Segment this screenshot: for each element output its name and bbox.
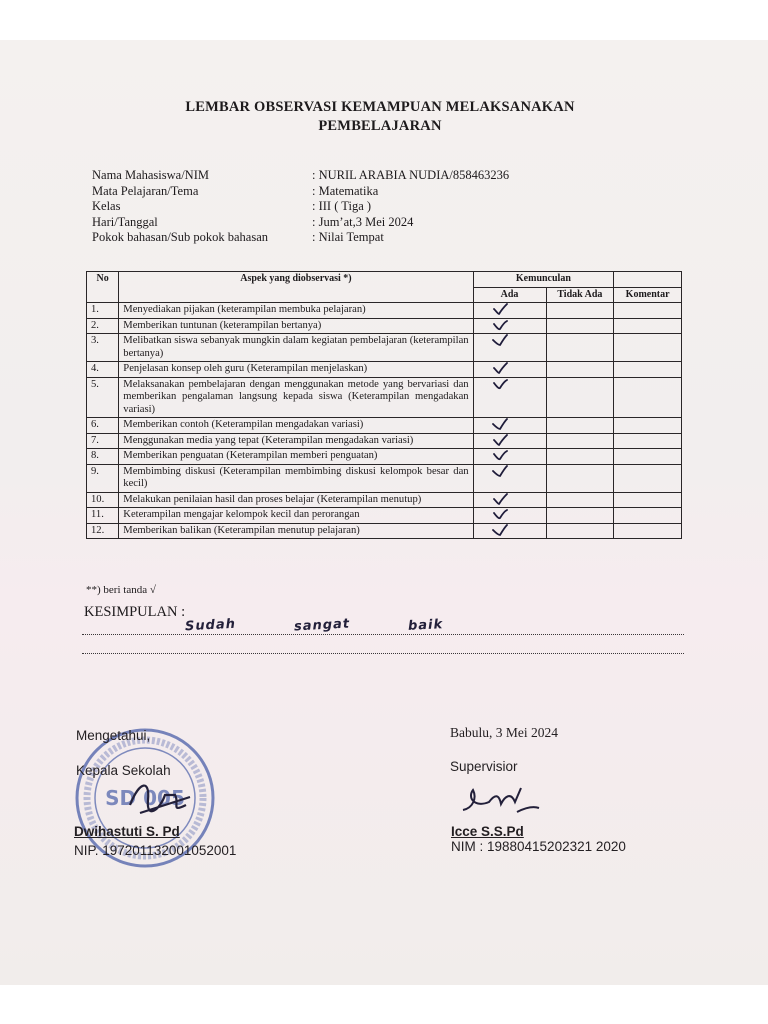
hand-word: baik	[407, 617, 444, 634]
table-row	[87, 492, 682, 508]
check-mark-icon	[492, 434, 508, 446]
komentar-cell	[614, 449, 682, 465]
check-mark-icon	[492, 493, 508, 505]
row-number: 6.	[87, 418, 119, 434]
ada-cell	[473, 508, 546, 524]
tidak-ada-cell	[546, 334, 614, 362]
dotted-line	[82, 653, 684, 654]
komentar-cell	[614, 377, 682, 418]
row-aspect: Memberikan contoh (Keterampilan mengadakan variasi)	[119, 418, 473, 434]
headmaster-signature	[120, 775, 200, 825]
supervisor-nim: NIM : 19880415202321 2020	[451, 839, 626, 854]
header-aspek: Aspek yang diobservasi *)	[119, 272, 473, 303]
dotted-line	[82, 634, 684, 635]
table-row	[87, 303, 682, 319]
kepala-sekolah-label: Kepala Sekolah	[76, 763, 171, 778]
row-number: 1.	[87, 303, 119, 319]
row-number: 12.	[87, 523, 119, 539]
ada-cell	[473, 464, 546, 492]
ada-cell	[473, 318, 546, 334]
komentar-cell	[614, 303, 682, 319]
row-aspect: Keterampilan mengajar kelompok kecil dan perorangan	[119, 508, 473, 524]
header-kemunculan: Kemunculan	[473, 272, 614, 288]
komentar-cell	[614, 334, 682, 362]
check-mark-icon	[492, 362, 508, 374]
row-aspect: Membimbing diskusi (Keterampilan membimbing diskusi kelompok besar dan kecil)	[119, 464, 473, 492]
komentar-cell	[614, 418, 682, 434]
tidak-ada-cell	[546, 492, 614, 508]
row-number: 5.	[87, 377, 119, 418]
document-title: LEMBAR OBSERVASI KEMAMPUAN MELAKSANAKAN PEMBELAJARAN	[185, 99, 575, 134]
table-row	[87, 377, 682, 418]
table-row	[87, 523, 682, 539]
ada-cell	[473, 492, 546, 508]
hand-word: Sudah	[184, 616, 237, 635]
stamp-text: SD 005	[105, 786, 185, 810]
kesimpulan-handwriting	[185, 618, 501, 633]
supervisor-date: Babulu, 3 Mei 2024	[450, 725, 558, 740]
tidak-ada-cell	[546, 418, 614, 434]
check-mark-icon	[492, 334, 508, 346]
row-number: 9.	[87, 464, 119, 492]
footnote: **) beri tanda √	[86, 584, 156, 596]
tidak-ada-cell	[546, 449, 614, 465]
observation-table	[86, 271, 682, 539]
check-mark-icon	[492, 449, 508, 461]
ada-cell	[473, 449, 546, 465]
row-number: 7.	[87, 433, 119, 449]
table-row	[87, 449, 682, 465]
table-row	[87, 334, 682, 362]
headmaster-name: Dwihastuti S. Pd	[74, 824, 180, 839]
row-number: 10.	[87, 492, 119, 508]
meta-row: Nama Mahasiswa/NIM : NURIL ARABIA NUDIA/858463236	[92, 168, 510, 182]
row-aspect: Melibatkan siswa sebanyak mungkin dalam kegiatan pembelajaran (keterampilan bertanya)	[119, 334, 473, 362]
tidak-ada-cell	[546, 318, 614, 334]
komentar-cell	[614, 464, 682, 492]
identity-block	[92, 168, 612, 246]
meta-row: Mata Pelajaran/Tema : Matematika	[92, 183, 379, 198]
header-komentar: Komentar	[614, 287, 682, 303]
row-number: 4.	[87, 362, 119, 378]
header-no: No	[87, 272, 119, 303]
tidak-ada-cell	[546, 377, 614, 418]
document-page	[0, 40, 768, 985]
komentar-cell	[614, 433, 682, 449]
check-mark-icon	[492, 378, 508, 390]
header-empty	[614, 272, 682, 288]
table-row	[87, 418, 682, 434]
kesimpulan-label: KESIMPULAN :	[84, 604, 186, 620]
tidak-ada-cell	[546, 303, 614, 319]
header-tidak-ada: Tidak Ada	[546, 287, 614, 303]
ada-cell	[473, 433, 546, 449]
row-aspect: Menggunakan media yang tepat (Keterampilan mengadakan variasi)	[119, 433, 473, 449]
table-row	[87, 318, 682, 334]
ada-cell	[473, 418, 546, 434]
tidak-ada-cell	[546, 464, 614, 492]
headmaster-nip: NIP. 197201132001052001	[74, 843, 237, 858]
meta-row: Pokok bahasan/Sub pokok bahasan : Nilai Tempat	[92, 230, 384, 244]
check-mark-icon	[492, 508, 508, 520]
row-number: 11.	[87, 508, 119, 524]
mengetahui-label: Mengetahui,	[76, 728, 151, 743]
komentar-cell	[614, 508, 682, 524]
komentar-cell	[614, 523, 682, 539]
supervisor-signature	[455, 780, 545, 822]
check-mark-icon	[492, 319, 508, 331]
komentar-cell	[614, 318, 682, 334]
meta-row: Kelas : III ( Tiga )	[92, 199, 372, 213]
row-number: 2.	[87, 318, 119, 334]
row-aspect: Penjelasan konsep oleh guru (Keterampilan menjelaskan)	[119, 362, 473, 378]
table-row	[87, 362, 682, 378]
ada-cell	[473, 377, 546, 418]
table-row	[87, 508, 682, 524]
hand-word: sangat	[293, 616, 351, 635]
row-aspect: Memberikan balikan (Keterampilan menutup pelajaran)	[119, 523, 473, 539]
check-mark-icon	[492, 418, 508, 430]
table-row	[87, 433, 682, 449]
table-row	[87, 464, 682, 492]
check-mark-icon	[492, 303, 508, 315]
tidak-ada-cell	[546, 433, 614, 449]
header-ada: Ada	[473, 287, 546, 303]
komentar-cell	[614, 492, 682, 508]
tidak-ada-cell	[546, 508, 614, 524]
row-number: 8.	[87, 449, 119, 465]
ada-cell	[473, 334, 546, 362]
tidak-ada-cell	[546, 523, 614, 539]
supervisor-role: Supervisior	[450, 759, 518, 774]
row-aspect: Melakukan penilaian hasil dan proses belajar (Keterampilan menutup)	[119, 492, 473, 508]
tidak-ada-cell	[546, 362, 614, 378]
row-aspect: Memberikan penguatan (Keterampilan memberi penguatan)	[119, 449, 473, 465]
ada-cell	[473, 362, 546, 378]
meta-row: Hari/Tanggal : Jum’at,3 Mei 2024	[92, 214, 414, 229]
row-number: 3.	[87, 334, 119, 362]
row-aspect: Melaksanakan pembelajaran dengan menggunakan metode yang bervariasi dan memberikan pengalaman langsung kepada siswa (Keterampilan mengadakan variasi)	[119, 377, 473, 418]
ada-cell	[473, 523, 546, 539]
check-mark-icon	[492, 524, 508, 536]
observation-rows	[87, 303, 682, 539]
row-aspect: Menyediakan pijakan (keterampilan membuka pelajaran)	[119, 303, 473, 319]
row-aspect: Memberikan tuntunan (keterampilan bertanya)	[119, 318, 473, 334]
komentar-cell	[614, 362, 682, 378]
check-mark-icon	[492, 465, 508, 477]
ada-cell	[473, 303, 546, 319]
supervisor-name: Icce S.S.Pd	[451, 824, 524, 839]
